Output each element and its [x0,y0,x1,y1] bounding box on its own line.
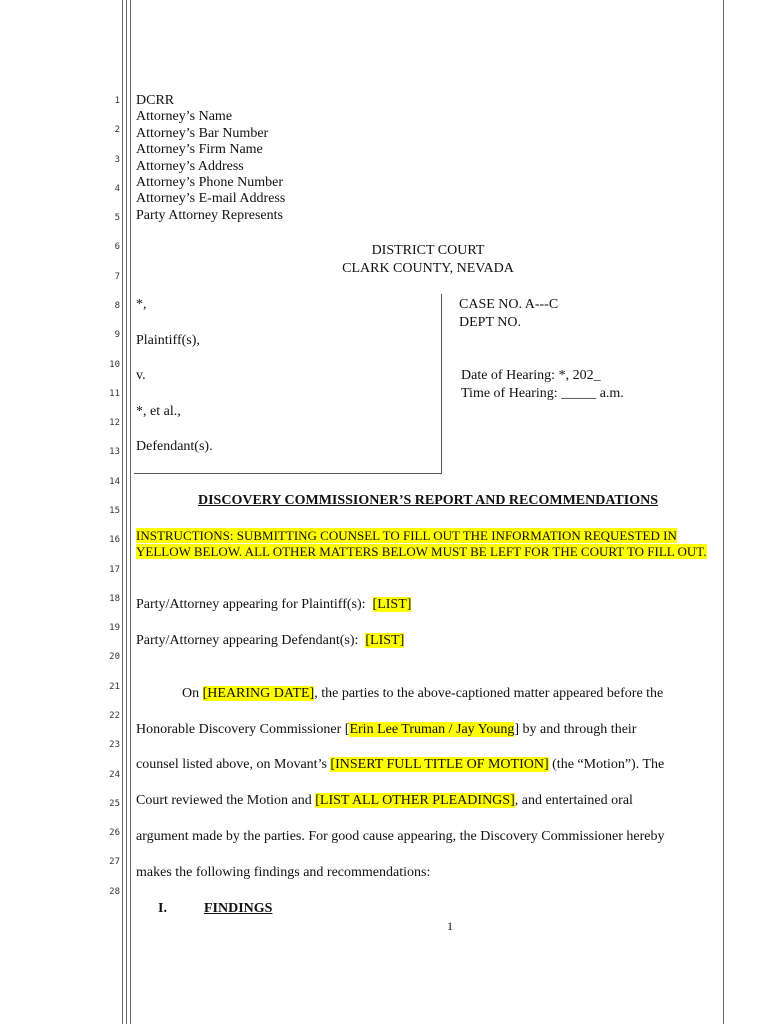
body-line-4 [136,793,633,809]
document-title: DISCOVERY COMMISSIONER’S REPORT AND RECOMMENDATIONS [197,493,659,508]
margin-rule-left-3 [130,0,131,1024]
body-text: (the “Motion”). The [548,757,665,772]
line-number: 11 [109,389,120,399]
line-number: 23 [109,740,120,750]
line-number: 19 [109,623,120,633]
attorney-email: Attorney’s E-mail Address [136,191,286,206]
line-number: 27 [109,857,120,867]
body-line-2 [136,722,636,738]
plaintiff-name: *, [136,297,147,312]
line-number: 10 [109,360,120,370]
hearing-time: Time of Hearing: _____ a.m. [461,386,624,401]
dept-number: DEPT NO. [459,315,521,330]
line-number: 28 [109,887,120,897]
hearing-date-placeholder: [HEARING DATE] [202,686,315,701]
instructions-text: INSTRUCTIONS: SUBMITTING COUNSEL TO FILL OUT THE INFORMATION REQUESTED IN YELLOW BELOW. ALL OTHER MATTERS BELOW MUST BE LEFT FOR THE COURT TO FILL OUT. [136,528,707,559]
line-number: 18 [109,594,120,604]
body-text: Honorable Discovery Commissioner [ [136,722,350,737]
line-number: 17 [109,565,120,575]
defendant-name: *, et al., [136,404,181,419]
attorney-address: Attorney’s Address [136,159,244,174]
court-name: DISTRICT COURT [371,243,485,258]
plaintiff-appearance-label: Party/Attorney appearing for Plaintiff(s): [136,597,366,612]
attorney-phone: Attorney’s Phone Number [136,175,283,190]
section-number: I. [158,901,167,916]
body-text: On [182,686,203,701]
document-code: DCRR [136,93,175,108]
commissioner-placeholder: Erin Lee Truman / Jay Young [349,722,515,737]
party-represented: Party Attorney Represents [136,208,283,223]
margin-rule-right [723,0,724,1024]
body-line-3 [136,757,664,773]
body-line-6: makes the following findings and recommendations: [136,865,431,880]
line-number: 7 [114,272,120,282]
line-number: 26 [109,828,120,838]
line-number: 14 [109,477,120,487]
line-number: 5 [114,213,120,223]
body-line-1 [182,686,663,702]
line-number: 25 [109,799,120,809]
body-text: Court reviewed the Motion and [136,793,316,808]
line-number: 24 [109,770,120,780]
versus: v. [136,368,146,383]
margin-rule-left-2 [126,0,127,1024]
court-county: CLARK COUNTY, NEVADA [342,261,514,276]
line-number: 9 [114,330,120,340]
defendant-appearance-value: [LIST] [365,633,405,648]
caption-divider-horizontal [134,473,442,474]
instructions [136,528,722,560]
body-text: counsel listed above, on Movant’s [136,757,331,772]
caption-divider-vertical [441,294,442,473]
page-number: 1 [447,919,453,933]
section-heading: FINDINGS [204,901,273,916]
line-number: 8 [114,301,120,311]
defendant-appearance [136,633,404,649]
body-text: , the parties to the above-captioned matter appeared before the [314,686,664,701]
line-number: 15 [109,506,120,516]
plaintiff-label: Plaintiff(s), [136,333,200,348]
body-text: , and entertained oral [514,793,633,808]
line-number: 22 [109,711,120,721]
line-number: 21 [109,682,120,692]
line-number: 1 [114,96,120,106]
body-line-5: argument made by the parties. For good cause appearing, the Discovery Commissioner hereby [136,829,665,844]
attorney-name: Attorney’s Name [136,109,233,124]
line-number: 6 [114,242,120,252]
defendant-label: Defendant(s). [136,439,213,454]
motion-title-placeholder: [INSERT FULL TITLE OF MOTION] [330,757,549,772]
line-number: 4 [114,184,120,194]
attorney-firm-name: Attorney’s Firm Name [136,142,263,157]
line-number: 2 [114,125,120,135]
attorney-bar-number: Attorney’s Bar Number [136,126,269,141]
pleadings-placeholder: [LIST ALL OTHER PLEADINGS] [315,793,515,808]
plaintiff-appearance [136,597,411,613]
margin-rule-left-1 [122,0,123,1024]
hearing-date: Date of Hearing: *, 202_ [461,368,601,383]
line-number: 12 [109,418,120,428]
line-number: 16 [109,535,120,545]
defendant-appearance-label: Party/Attorney appearing Defendant(s): [136,633,359,648]
plaintiff-appearance-value: [LIST] [372,597,412,612]
line-number: 20 [109,652,120,662]
case-number: CASE NO. A---C [459,297,559,312]
body-text: ] by and through their [514,722,637,737]
line-number: 13 [109,447,120,457]
line-number: 3 [114,155,120,165]
